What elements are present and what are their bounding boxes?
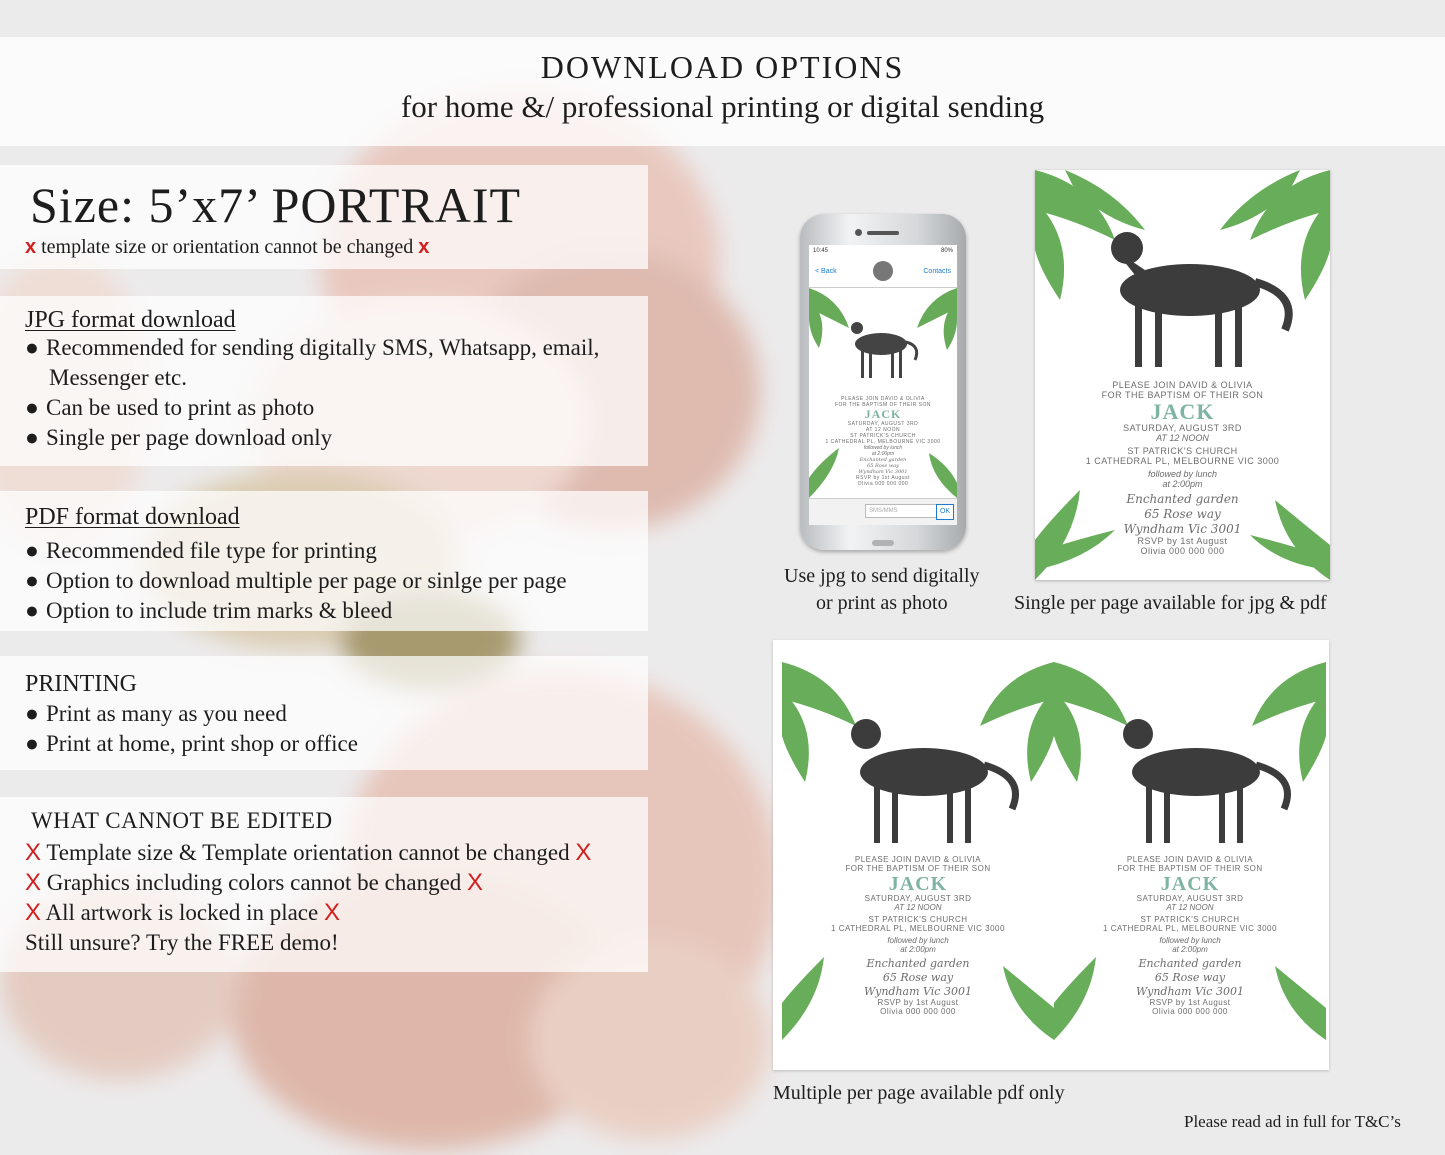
multi-invitation-left: PLEASE JOIN DAVID & OLIVIA FOR THE BAPTISM OF THEIR SON JACK SATURDAY, AUGUST 3RD AT 12 NOON ST PATRICK'S CHURCH 1 CATHEDRAL PL, MELBOURNE VIC 3000 followed by lunch at 2:00pm Enchanted garden 65 Rose way Wyndham Vic 3001 RSVP by 1st August Olivia 000 000 000 bbox=[782, 662, 1054, 1040]
bullet-icon: ● bbox=[25, 568, 39, 593]
phone-mockup bbox=[800, 214, 966, 550]
bullet-icon: ● bbox=[25, 395, 39, 420]
footer-note: Please read ad in full for T&C’s bbox=[1184, 1112, 1401, 1131]
home-button-icon bbox=[872, 540, 894, 546]
single-invitation: PLEASE JOIN DAVID & OLIVIA FOR THE BAPTISM OF THEIR SON JACK SATURDAY, AUGUST 3RD AT 12 NOON ST PATRICK'S CHURCH 1 CATHEDRAL PL, MELBOURNE VIC 3000 followed by lunch at 2:00pm Enchanted garden 65 Rose way Wyndham Vic 3001 RSVP by 1st August Olivia 000 000 000 bbox=[1035, 170, 1330, 580]
list-item: ● Can be used to print as photo bbox=[25, 393, 314, 423]
bullet-icon: ● bbox=[25, 538, 39, 563]
list-item: X All artwork is locked in place X bbox=[25, 899, 340, 926]
status-bar bbox=[809, 245, 957, 257]
phone-screen bbox=[809, 245, 957, 525]
red-x-icon: X bbox=[25, 899, 42, 926]
list-item: ● Print as many as you need bbox=[25, 699, 287, 729]
list-item: ● Option to download multiple per page or sinlge per page bbox=[25, 566, 567, 596]
red-x-icon: x bbox=[418, 236, 430, 258]
back-link: < Back bbox=[815, 268, 837, 275]
red-x-icon: X bbox=[323, 899, 340, 926]
header-banner bbox=[0, 37, 1445, 146]
bullet-icon: ● bbox=[25, 701, 39, 726]
cannot-edit-title: WHAT CANNOT BE EDITED bbox=[31, 808, 333, 833]
list-item: ● Print at home, print shop or office bbox=[25, 729, 358, 759]
page-subtitle: for home &/ professional printing or digital sending bbox=[400, 89, 1045, 124]
bullet-icon: ● bbox=[25, 425, 39, 450]
contacts-link: Contacts bbox=[923, 268, 951, 275]
red-x-icon: x bbox=[25, 236, 37, 258]
status-time: 10:45 bbox=[813, 248, 829, 254]
camera-icon bbox=[855, 229, 862, 236]
red-x-icon: X bbox=[467, 869, 484, 896]
list-item: ● Recommended for sending digitally SMS, Whatsapp, email, bbox=[25, 333, 599, 363]
jpg-panel bbox=[0, 296, 648, 466]
multi-invitation-sheet bbox=[773, 640, 1329, 1070]
message-input[interactable]: SMS/MMS bbox=[865, 504, 938, 518]
status-battery: 80% bbox=[940, 248, 953, 254]
single-caption: Single per page available for jpg & pdf bbox=[1014, 592, 1327, 614]
size-note bbox=[25, 235, 429, 259]
list-item: ● Recommended file type for printing bbox=[25, 536, 377, 566]
pdf-panel bbox=[0, 491, 648, 631]
speaker-icon bbox=[867, 231, 899, 235]
pdf-title: PDF format download bbox=[25, 504, 240, 530]
bullet-icon: ● bbox=[25, 731, 39, 756]
bullet-icon: ● bbox=[25, 598, 39, 623]
closing-line: Still unsure? Try the FREE demo! bbox=[25, 930, 339, 955]
size-panel bbox=[0, 165, 648, 269]
red-x-icon: X bbox=[25, 839, 42, 866]
list-item: ● Option to include trim marks & bleed bbox=[25, 596, 392, 626]
red-x-icon: X bbox=[575, 839, 592, 866]
avatar bbox=[873, 261, 893, 281]
message-input-bar bbox=[809, 498, 957, 525]
cannot-edit-panel bbox=[0, 797, 648, 972]
size-heading: Size: 5’x7’ PORTRAIT bbox=[30, 177, 522, 233]
list-item: Messenger etc. bbox=[49, 365, 187, 390]
list-item: ● Single per page download only bbox=[25, 423, 332, 453]
printing-title: PRINTING bbox=[25, 671, 137, 697]
size-note-text: template size or orientation cannot be changed bbox=[41, 236, 414, 258]
list-item: X Graphics including colors cannot be changed X bbox=[25, 869, 484, 896]
printing-panel bbox=[0, 656, 648, 770]
ok-button[interactable]: OK bbox=[936, 504, 954, 520]
list-item: X Template size & Template orientation cannot be changed X bbox=[25, 839, 592, 866]
page-title: DOWNLOAD OPTIONS bbox=[540, 49, 905, 85]
message-navbar bbox=[809, 257, 957, 288]
phone-caption: Use jpg to send digitally or print as photo bbox=[784, 565, 980, 614]
bullet-icon: ● bbox=[25, 335, 39, 360]
multi-invitation-right: PLEASE JOIN DAVID & OLIVIA FOR THE BAPTISM OF THEIR SON JACK SATURDAY, AUGUST 3RD AT 12 NOON ST PATRICK'S CHURCH 1 CATHEDRAL PL, MELBOURNE VIC 3000 followed by lunch at 2:00pm Enchanted garden 65 Rose way Wyndham Vic 3001 RSVP by 1st August Olivia 000 000 000 bbox=[1054, 662, 1326, 1040]
red-x-icon: X bbox=[25, 869, 42, 896]
multi-caption: Multiple per page available pdf only bbox=[773, 1082, 1065, 1104]
phone-invitation: PLEASE JOIN DAVID & OLIVIA FOR THE BAPTISM OF THEIR SON JACK SATURDAY, AUGUST 3RD AT 12 NOON ST PATRICK'S CHURCH 1 CATHEDRAL PL, MELBOURNE VIC 3000 followed by lunch at 2:00pm Enchanted garden 65 Rose way Wyndham Vic 3001 RSVP by 1st August Olivia 000 000 000 bbox=[809, 288, 957, 498]
jpg-title: JPG format download bbox=[25, 307, 236, 333]
